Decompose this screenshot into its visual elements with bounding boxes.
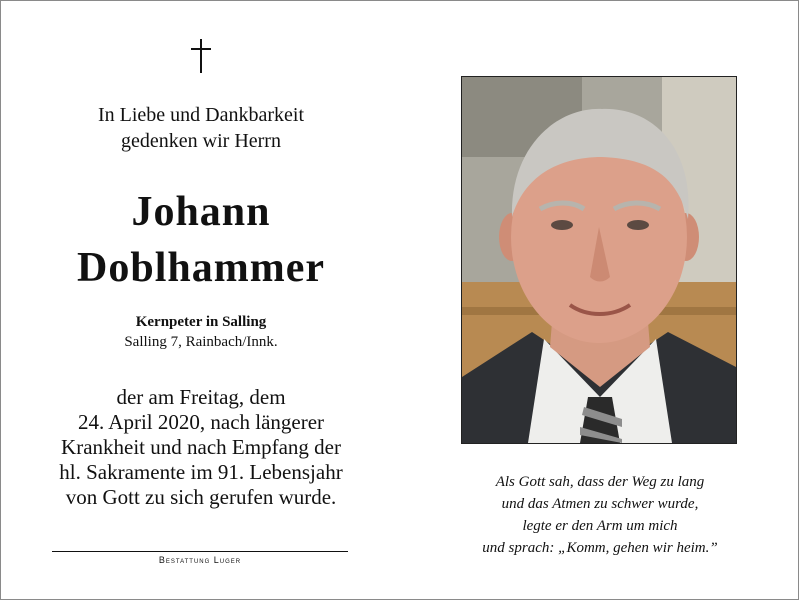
house-name: Kernpeter in Salling bbox=[135, 314, 267, 330]
memorial-verse bbox=[441, 471, 759, 559]
obituary-line-1: der am Freitag, dem bbox=[116, 385, 286, 409]
last-name: Doblhammer bbox=[77, 245, 325, 291]
obituary-line-4: hl. Sakramente im 91. Lebensjahr bbox=[59, 460, 343, 484]
intro-line-2: gedenken wir Herrn bbox=[121, 130, 281, 152]
verse-line-4: und sprach: „Komm, gehen wir heim.” bbox=[482, 540, 718, 556]
obituary-line-3: Krankheit und nach Empfang der bbox=[61, 435, 341, 459]
intro-line-1: In Liebe und Dankbarkeit bbox=[97, 104, 305, 126]
signature-rule bbox=[52, 551, 348, 552]
verse-line-2: und das Atmen zu schwer wurde, bbox=[501, 496, 699, 512]
address: Salling 7, Rainbach/Innk. bbox=[124, 334, 278, 350]
intro-text bbox=[1, 102, 401, 154]
verse-line-1: Als Gott sah, dass der Weg zu lang bbox=[495, 474, 705, 490]
funeral-home: Bestattung Luger bbox=[158, 555, 242, 565]
obituary-line-2: 24. April 2020, nach längerer bbox=[77, 410, 325, 434]
first-name: Johann bbox=[131, 189, 271, 235]
portrait-photo bbox=[461, 76, 737, 444]
verse-line-3: legte er den Arm um mich bbox=[522, 518, 678, 534]
obituary-line-5: von Gott zu sich gerufen wurde. bbox=[65, 485, 337, 509]
portrait-illustration bbox=[462, 77, 736, 443]
deceased-name bbox=[1, 184, 401, 296]
obituary-text bbox=[1, 385, 401, 510]
cross-icon bbox=[191, 39, 211, 73]
